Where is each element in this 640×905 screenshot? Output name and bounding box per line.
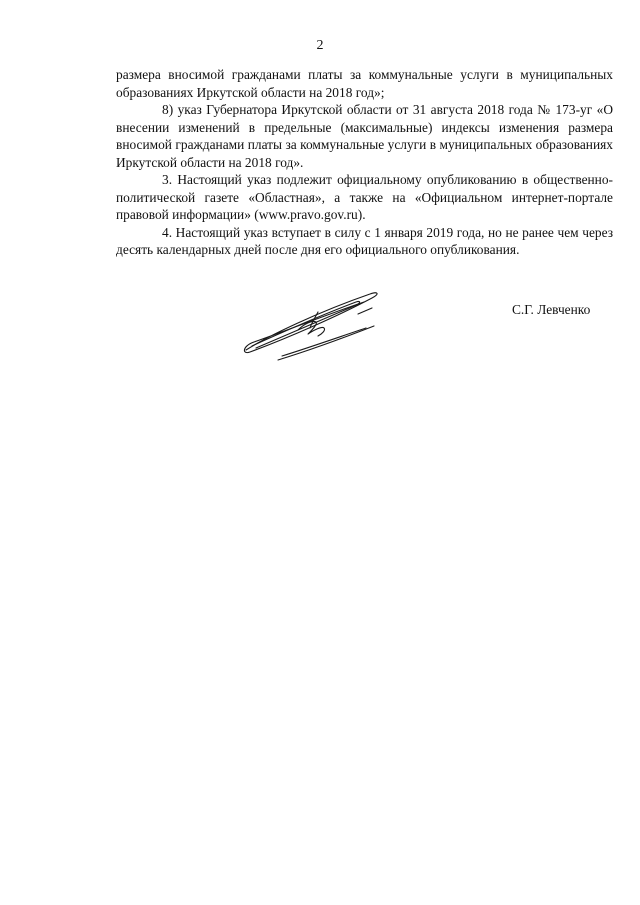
- paragraph-continuation: размера вносимой гражданами платы за коммунальные услуги в муниципальных образованиях Иркутской области на 2018 год»;: [116, 67, 613, 100]
- paragraph-item-4: 4. Настоящий указ вступает в силу с 1 января 2019 года, но не ранее чем через десять календарных дней после дня его официального опубликования.: [116, 224, 613, 257]
- page-number: 2: [316, 38, 324, 53]
- handwritten-signature: [238, 284, 388, 364]
- paragraph-item-8: 8) указ Губернатора Иркутской области от 31 августа 2018 года № 173-уг «О внесении изменений в предельные (максимальные) индексы изменения размера вносимой гражданами платы за коммунальные услуги в муниципальных образованиях Иркутской области на 2018 год».: [116, 102, 613, 170]
- signatory-name: С.Г. Левченко: [512, 302, 591, 317]
- paragraph-item-3: 3. Настоящий указ подлежит официальному опубликованию в общественно-политической газете «Областная», а также на «Официальном интернет-портале правовой информации» (www.pravo.gov.ru).: [116, 172, 613, 222]
- document-body: [116, 66, 613, 259]
